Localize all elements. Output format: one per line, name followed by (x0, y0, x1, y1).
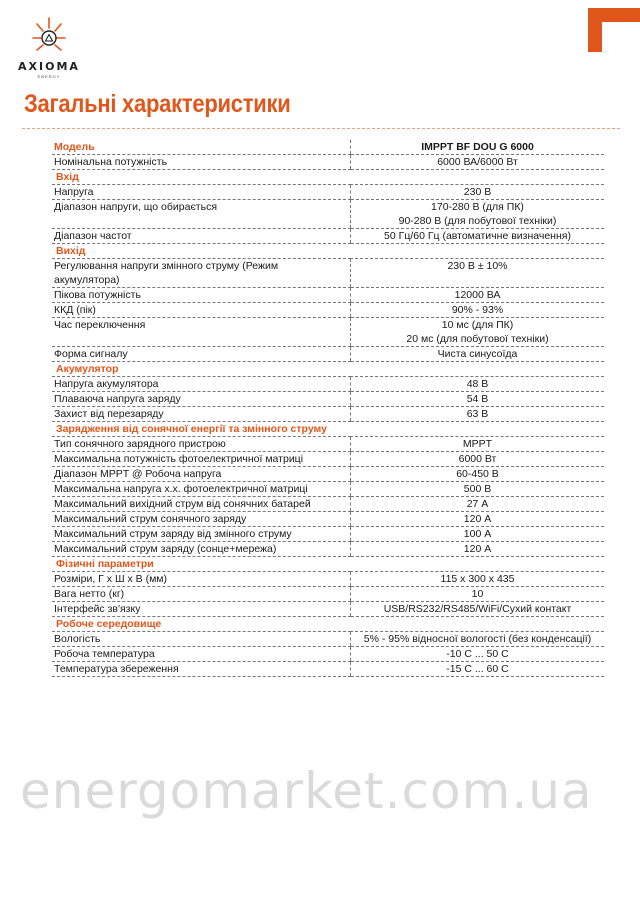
spec-value-line: -10 С ... 50 С (446, 648, 509, 660)
spec-row (52, 347, 604, 362)
spec-value (351, 647, 605, 662)
watermark: energomarket.com.ua (20, 762, 593, 820)
spec-label: Максимальний струм сонячного заряду (52, 512, 351, 527)
spec-value (351, 527, 605, 542)
spec-value (351, 662, 605, 677)
spec-value-line: 20 мс (для побутової техніки) (406, 333, 549, 345)
spec-row (52, 632, 604, 647)
spec-value (351, 318, 605, 347)
brand-name: AXIOMA (18, 60, 80, 73)
spec-value-line: 6000 ВА/6000 Вт (437, 156, 518, 168)
spec-value-line: 63 В (466, 408, 489, 420)
spec-value-line: 120 А (463, 513, 492, 525)
spec-value-line: 54 В (466, 393, 489, 405)
section-title: Вихід (52, 244, 604, 259)
spec-value-line: 48 В (466, 378, 489, 390)
spec-row (52, 303, 604, 318)
spec-value-line: 50 Гц/60 Гц (автоматичне визначення) (384, 230, 571, 242)
spec-value (351, 155, 605, 170)
spec-value (351, 288, 605, 303)
spec-value (351, 347, 605, 362)
spec-label: Максимальна напруга х.х. фотоелектричної матриці (52, 482, 351, 497)
spec-value (351, 632, 605, 647)
spec-label: Тип сонячного зарядного пристрою (52, 437, 351, 452)
spec-row (52, 527, 604, 542)
spec-row (52, 452, 604, 467)
spec-value-line: 12000 ВА (454, 289, 501, 301)
spec-label: Максимальний струм заряду від змінного струму (52, 527, 351, 542)
section-title: Робоче середовище (52, 617, 604, 632)
spec-value-line: 100 А (463, 528, 492, 540)
page-title: Загальні характеристики (24, 90, 291, 118)
section-title: Акумулятор (52, 362, 604, 377)
spec-row (52, 377, 604, 392)
spec-value (351, 467, 605, 482)
spec-row (52, 647, 604, 662)
spec-value-line: 90% - 93% (451, 304, 504, 316)
spec-value (351, 200, 605, 229)
section-header-row (52, 422, 604, 437)
spec-value (351, 542, 605, 557)
spec-label: Час переключення (52, 318, 351, 347)
spec-row (52, 662, 604, 677)
spec-value-line: USB/RS232/RS485/WiFi/Сухий контакт (383, 603, 572, 615)
spec-row (52, 482, 604, 497)
spec-row (52, 467, 604, 482)
spec-value (351, 482, 605, 497)
spec-label: Вологість (52, 632, 351, 647)
spec-label: Плаваюча напруга заряду (52, 392, 351, 407)
spec-value-line: 90-280 В (для побутової техніки) (398, 215, 557, 227)
spec-value (351, 587, 605, 602)
spec-label: Вага нетто (кг) (52, 587, 351, 602)
spec-label: Захист від перезаряду (52, 407, 351, 422)
spec-value (351, 407, 605, 422)
brand-subtitle: ENERGY (37, 74, 61, 79)
spec-label: Розміри, Г x Ш x В (мм) (52, 572, 351, 587)
model-label: Модель (52, 140, 351, 155)
spec-value-line: 10 (471, 588, 484, 600)
spec-row (52, 407, 604, 422)
section-header-row (52, 557, 604, 572)
spec-row (52, 602, 604, 617)
spec-row (52, 288, 604, 303)
section-header-row (52, 362, 604, 377)
spec-value-line: 500 В (463, 483, 492, 495)
spec-value-line: 6000 Вт (458, 453, 497, 465)
spec-row (52, 392, 604, 407)
spec-label: Форма сигналу (52, 347, 351, 362)
title-divider (22, 128, 620, 129)
spec-row (52, 155, 604, 170)
spec-row (52, 542, 604, 557)
spec-label: Регулювання напруги змінного струму (Режим акумулятора) (52, 259, 351, 288)
section-title: Вхід (52, 170, 604, 185)
spec-value-line: 27 А (466, 498, 489, 510)
spec-label: Напруга (52, 185, 351, 200)
spec-value (351, 572, 605, 587)
spec-row (52, 259, 604, 288)
spec-value-line: MPPT (462, 438, 493, 450)
section-title: Фізичні параметри (52, 557, 604, 572)
spec-row (52, 437, 604, 452)
spec-label: Температура збереження (52, 662, 351, 677)
spec-row (52, 318, 604, 347)
section-header-row (52, 170, 604, 185)
spec-value-line: 115 x 300 x 435 (440, 573, 515, 585)
spec-row (52, 572, 604, 587)
spec-row (52, 185, 604, 200)
spec-value-line: 120 А (463, 543, 492, 555)
spec-value (351, 185, 605, 200)
spec-value (351, 259, 605, 288)
spec-label: Діапазон частот (52, 229, 351, 244)
spec-value (351, 392, 605, 407)
section-header-row (52, 244, 604, 259)
spec-row (52, 200, 604, 229)
spec-value-line: 10 мс (для ПК) (441, 319, 514, 331)
spec-row (52, 512, 604, 527)
spec-value-line: 5% - 95% відносної вологості (без конденсації) (363, 633, 592, 645)
section-header-row (52, 617, 604, 632)
spec-label: Номінальна потужність (52, 155, 351, 170)
spec-value (351, 303, 605, 318)
section-title: Зарядження від сонячної енергії та змінного струму (52, 422, 604, 437)
spec-table (52, 140, 604, 677)
axioma-emblem-icon (31, 12, 67, 58)
spec-value-line: 230 В ± 10% (447, 260, 508, 272)
spec-value-line: 170-280 В (для ПК) (431, 201, 524, 213)
spec-label: ККД (пік) (52, 303, 351, 318)
spec-value (351, 602, 605, 617)
spec-label: Пікова потужність (52, 288, 351, 303)
spec-label: Інтерфейс зв'язку (52, 602, 351, 617)
spec-value (351, 229, 605, 244)
table-header-row (52, 140, 604, 155)
spec-label: Робоча температура (52, 647, 351, 662)
spec-value-line: -15 С ... 60 С (446, 663, 509, 675)
spec-value-line: Чиста синусоїда (437, 348, 518, 360)
spec-label: Напруга акумулятора (52, 377, 351, 392)
spec-value (351, 437, 605, 452)
spec-label: Діапазон напруги, що обирається (52, 200, 351, 229)
spec-label: Діапазон MPPT @ Робоча напруга (52, 467, 351, 482)
spec-row (52, 229, 604, 244)
corner-decoration (588, 8, 640, 52)
spec-row (52, 497, 604, 512)
spec-row (52, 587, 604, 602)
spec-label: Максимальний вихідний струм від сонячних батарей (52, 497, 351, 512)
spec-value (351, 377, 605, 392)
spec-label: Максимальна потужність фотоелектричної матриці (52, 452, 351, 467)
spec-value (351, 497, 605, 512)
model-value: IMPPT BF DOU G 6000 (351, 140, 605, 155)
brand-logo (14, 12, 84, 82)
spec-value (351, 512, 605, 527)
spec-value (351, 452, 605, 467)
spec-value-line: 230 В (463, 186, 492, 198)
spec-label: Максимальний струм заряду (сонце+мережа) (52, 542, 351, 557)
spec-value-line: 60-450 В (456, 468, 499, 480)
